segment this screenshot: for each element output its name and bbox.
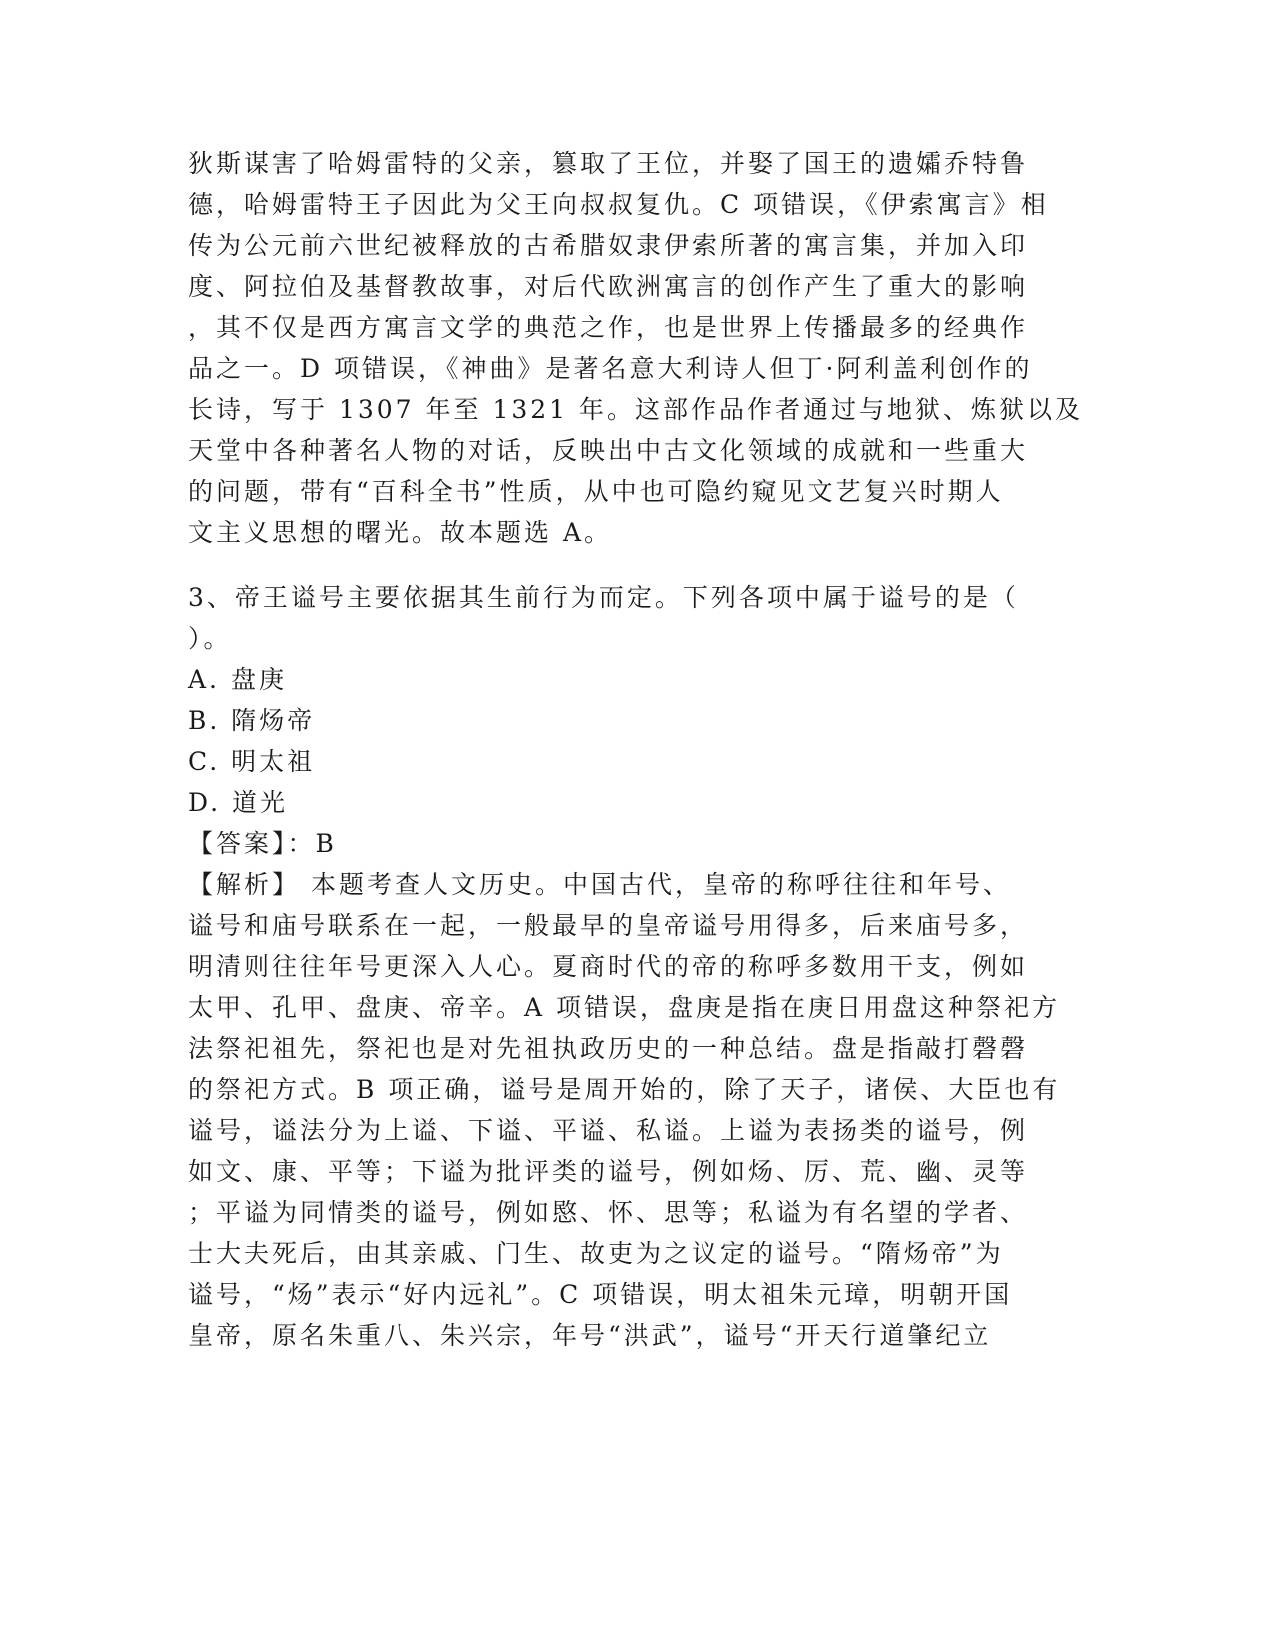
explanation-line: 的问题，带有“百科全书”性质，从中也可隐约窥见文艺复兴时期人 xyxy=(188,477,1004,506)
explanation-line: 如文、康、平等；下谥为批评类的谥号，例如炀、厉、荒、幽、灵等 xyxy=(188,1157,1029,1186)
explanation-line: 皇帝，原名朱重八、朱兴宗，年号“洪武”，谥号“开天行道肇纪立 xyxy=(188,1321,992,1350)
explanation-line: 谥号，“炀”表示“好内远礼”。C 项错误，明太祖朱元璋，明朝开国 xyxy=(188,1280,1013,1309)
explanation-line: 天堂中各种著名人物的对话，反映出中古文化领域的成就和一些重大 xyxy=(188,436,1029,465)
explanation-line: 度、阿拉伯及基督教故事，对后代欧洲寓言的创作产生了重大的影响 xyxy=(188,272,1029,301)
explanation-line: 太甲、孔甲、盘庚、帝辛。A 项错误，盘庚是指在庚日用盘这种祭祀方 xyxy=(188,993,1061,1022)
explanation-line: 法祭祀祖先，祭祀也是对先祖执政历史的一种总结。盘是指敲打磬磬 xyxy=(188,1034,1029,1063)
explanation-line: 长诗，写于 1307 年至 1321 年。这部作品作者通过与地狱、炼狱以及 xyxy=(188,395,1084,424)
explanation-line: 的祭祀方式。B 项正确，谥号是周开始的，除了天子，诸侯、大臣也有 xyxy=(188,1075,1061,1104)
explanation-line: 德，哈姆雷特王子因此为父王向叔叔复仇。C 项错误，《伊索寓言》相 xyxy=(188,190,1049,219)
question-stem: 3、帝王谥号主要依据其生前行为而定。下列各项中属于谥号的是（ xyxy=(188,583,1019,612)
explanation-line: ；平谥为同情类的谥号，例如愍、怀、思等；私谥为有名望的学者、 xyxy=(188,1198,1029,1227)
option-c: C. 明太祖 xyxy=(188,747,316,776)
explanation-line: 明清则往往年号更深入人心。夏商时代的帝的称呼多数用干支，例如 xyxy=(188,952,1029,981)
explanation-line: 品之一。D 项错误，《神曲》是著名意大利诗人但丁·阿利盖利创作的 xyxy=(188,354,1033,383)
explanation-line: ，其不仅是西方寓言文学的典范之作，也是世界上传播最多的经典作 xyxy=(188,313,1029,342)
explanation-line: 谥号，谥法分为上谥、下谥、平谥、私谥。上谥为表扬类的谥号，例 xyxy=(188,1116,1029,1145)
explanation-line: 狄斯谋害了哈姆雷特的父亲，篡取了王位，并娶了国王的遗孀乔特鲁 xyxy=(188,149,1029,178)
explanation-line: 谥号和庙号联系在一起，一般最早的皇帝谥号用得多，后来庙号多， xyxy=(188,911,1029,940)
answer-line: 【答案】：B xyxy=(188,829,337,858)
option-a: A. 盘庚 xyxy=(188,665,287,694)
option-d: D. 道光 xyxy=(188,788,289,817)
explanation-line: 士大夫死后，由其亲戚、门生、故吏为之议定的谥号。“隋炀帝”为 xyxy=(188,1239,1004,1268)
question-stem: ）。 xyxy=(188,624,232,653)
explanation-line: 文主义思想的曙光。故本题选 A。 xyxy=(188,518,613,547)
explanation-line: 【解析】 本题考查人文历史。中国古代，皇帝的称呼往往和年号、 xyxy=(188,870,1011,899)
option-b: B. 隋炀帝 xyxy=(188,706,316,735)
explanation-line: 传为公元前六世纪被释放的古希腊奴隶伊索所著的寓言集，并加入印 xyxy=(188,231,1029,260)
